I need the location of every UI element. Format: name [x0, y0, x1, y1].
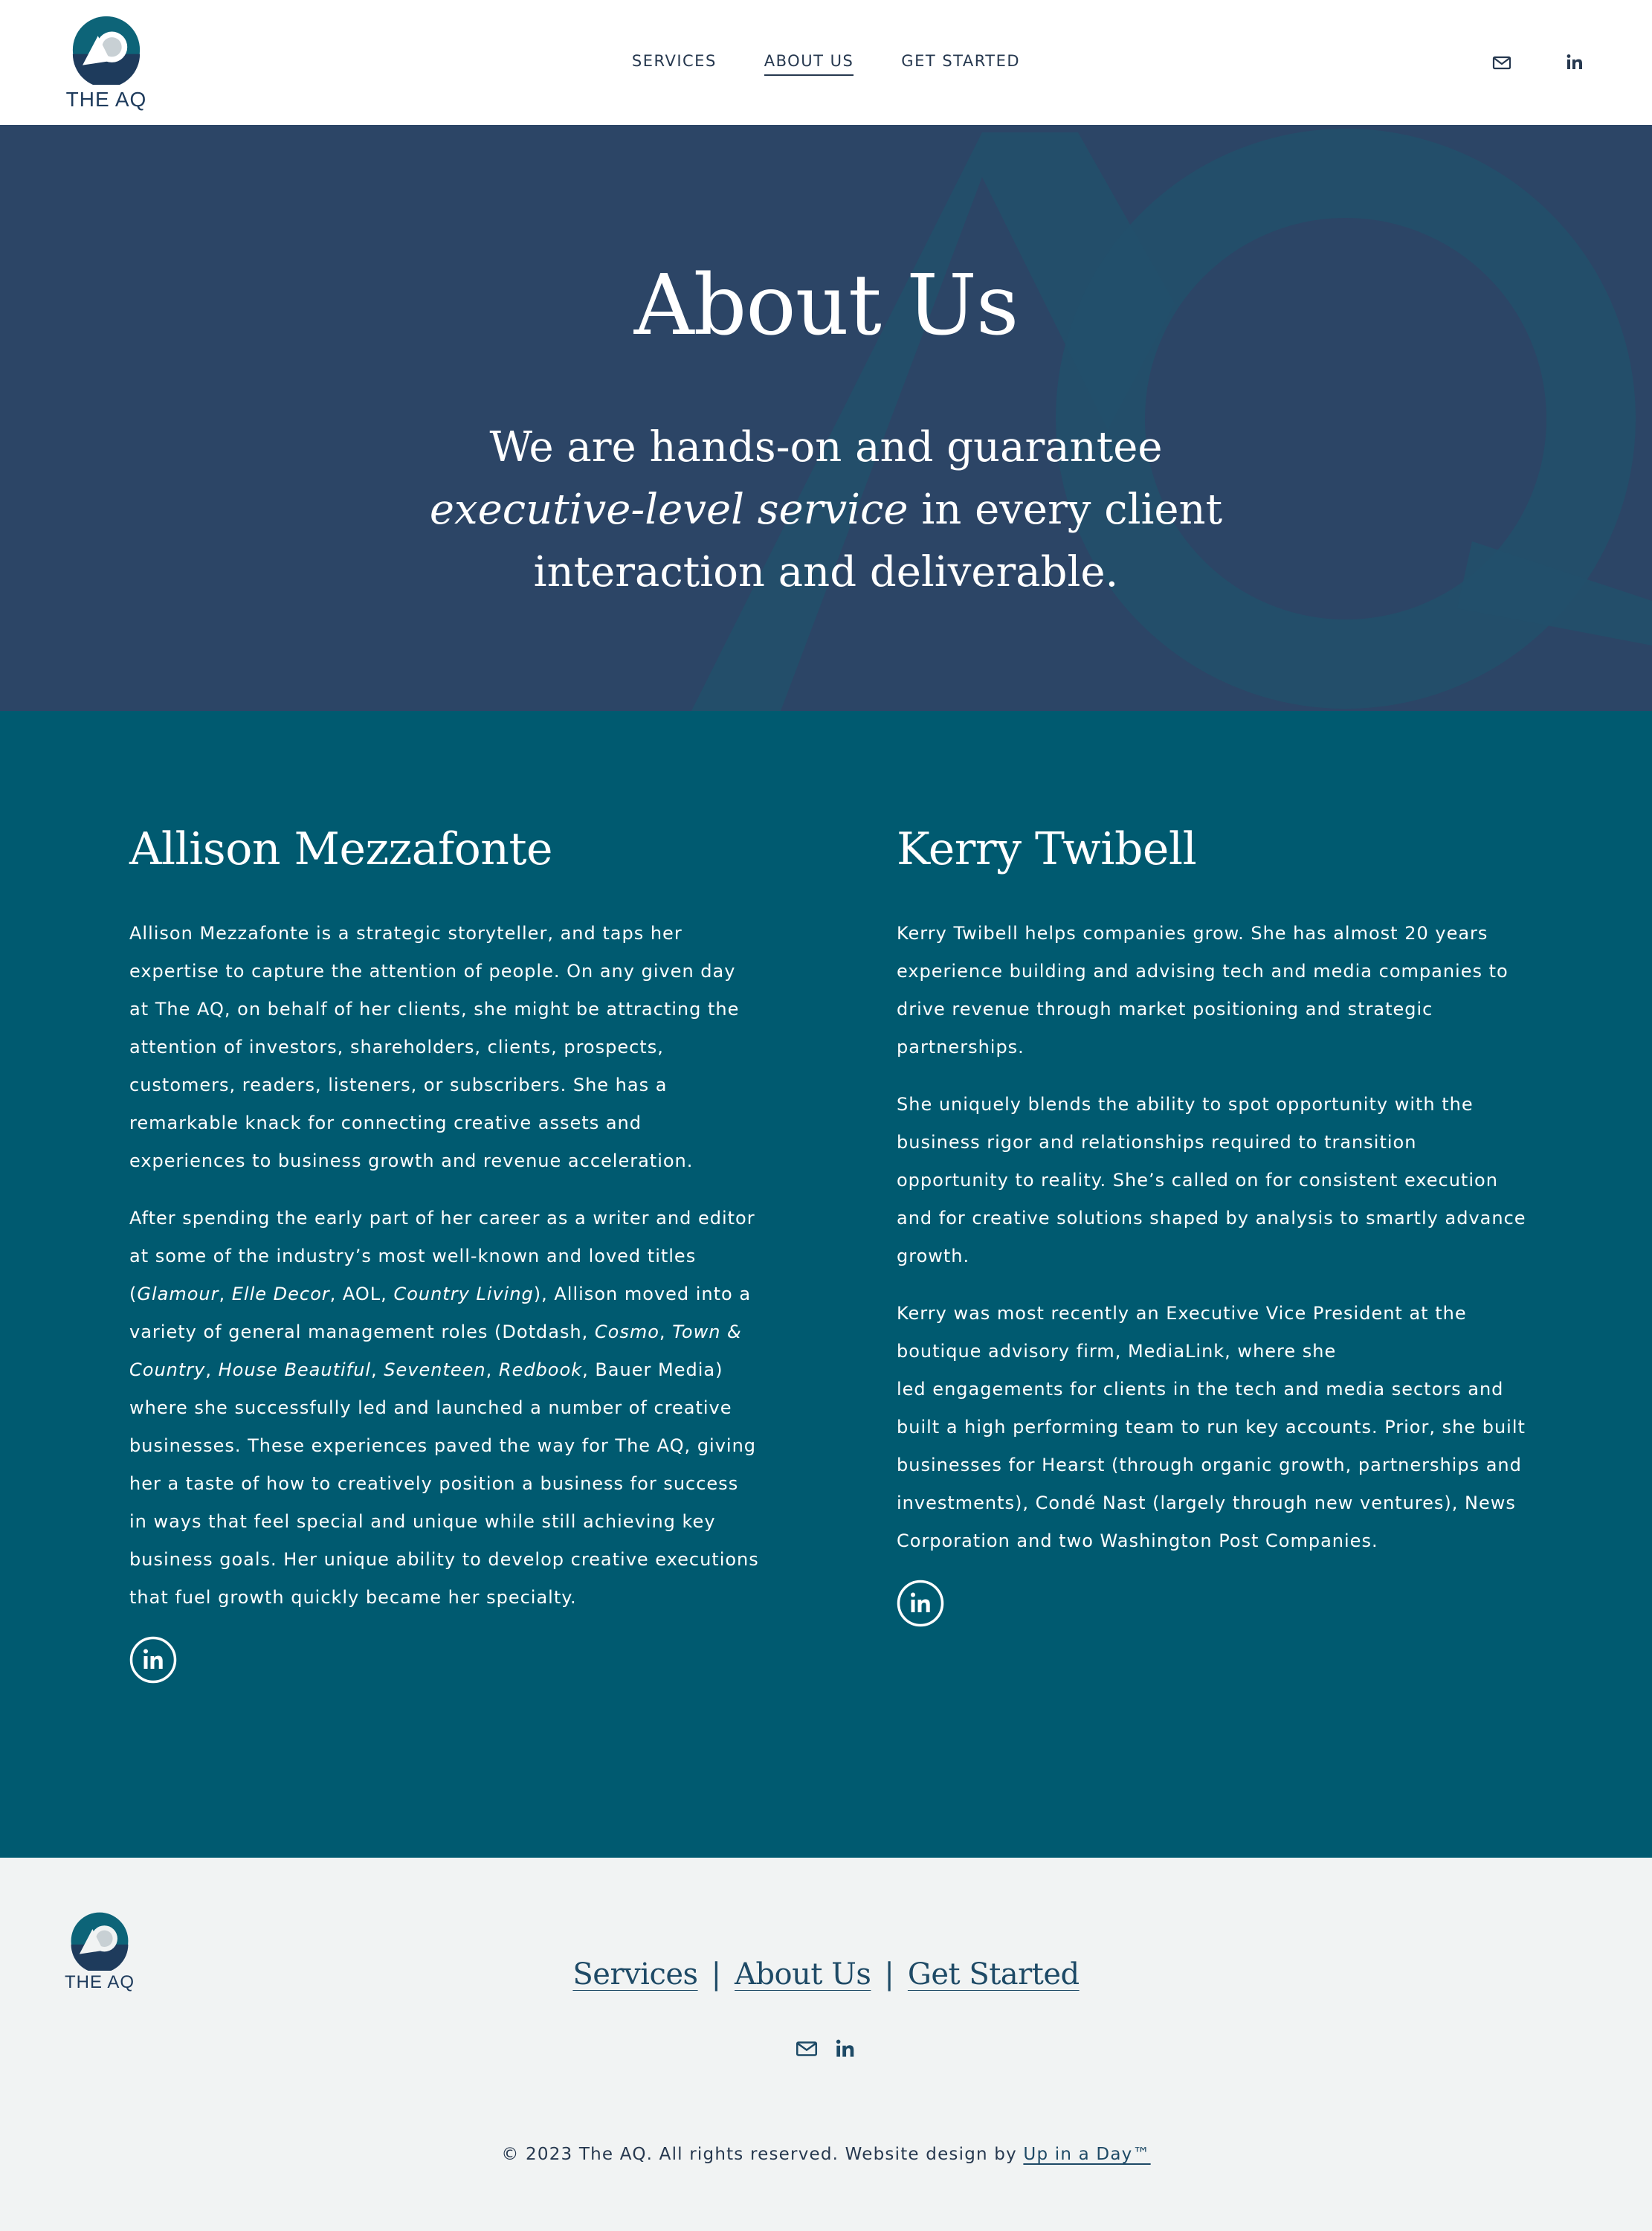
footer-nav [0, 1957, 1652, 1992]
bio-name: Kerry Twibell [897, 823, 1197, 875]
bio-paragraph: She uniquely blends the ability to spot opportunity with the business rigor and relationships required to transition opportunity to reality. She’s called on for consistent execution and for creative solutions shaped by analysis to smartly advance growth. [897, 1094, 1526, 1266]
bio-kerry [897, 822, 1529, 1627]
nav-services[interactable]: SERVICES [631, 52, 717, 70]
hero-tagline [417, 416, 1235, 604]
linkedin-icon[interactable] [833, 2036, 858, 2061]
page-title: About Us [633, 257, 1019, 354]
bio-paragraph: After spending the early part of her career as a writer and editor at some of the industry’s most well-known and loved titles (Glamour, Elle Decor, AOL, Country Living), Allison moved into a variety of general management roles (Dotdash, Cosmo, Town & Country, House Beautiful, Seventeen, Redbook, Bauer Media) where she successfully led and launched a number of creative businesses. These experiences paved the way for The AQ, giving her a taste of how to creatively position a business for success in ways that feel special and unique while still achieving key business goals. Her unique ability to develop creative executions that fuel growth quickly became her specialty. [129, 1208, 759, 1608]
bio-paragraph: Allison Mezzafonte is a strategic storyteller, and taps her expertise to capture the attention of people. On any given day at The AQ, on behalf of her clients, she might be attracting the attention of investors, shareholders, clients, prospects, customers, readers, listeners, or subscribers. She has a remarkable knack for connecting creative assets and experiences to business growth and revenue acceleration. [129, 923, 740, 1171]
footer-link-services[interactable]: Services [572, 1957, 698, 1992]
site-header [0, 0, 1652, 125]
credit-link[interactable]: Up in a Day™ [1023, 2145, 1151, 2164]
mail-icon[interactable] [1490, 51, 1514, 74]
footer-link-get-started[interactable]: Get Started [907, 1957, 1080, 1992]
tagline-part2: in every client interaction and deliverable. [533, 486, 1223, 596]
linkedin-icon[interactable] [1563, 51, 1587, 74]
tagline-emphasis: executive-level service [429, 486, 909, 534]
mail-icon[interactable] [794, 2036, 819, 2061]
linkedin-circle-icon[interactable] [897, 1580, 944, 1627]
team-section [0, 711, 1652, 1858]
footer-link-about-us[interactable]: About Us [735, 1957, 871, 1992]
footer-logo-text: THE AQ [64, 1972, 135, 1992]
nav-get-started[interactable]: GET STARTED [901, 52, 1021, 70]
tagline-part1: We are hands-on and guarantee [489, 423, 1163, 471]
bio-name: Allison Mezzafonte [129, 823, 553, 875]
footer-social-icons [0, 2036, 1652, 2061]
bio-paragraph: Kerry Twibell helps companies grow. She has almost 20 years experience building and advising tech and media companies to drive revenue through market positioning and strategic partnerships. [897, 923, 1509, 1057]
linkedin-circle-icon[interactable] [129, 1636, 177, 1684]
footer-separator: | [884, 1957, 894, 1992]
bio-paragraph: Kerry was most recently an Executive Vice President at the boutique advisory firm, MediaLink, where she led engagements for clients in the tech and media sectors and built a high performing team to run key accounts. Prior, she built businesses for Hearst (through organic growth, partnerships and investments), Condé Nast (largely through new ventures), News Corporation and two Washington Post Companies. [897, 1303, 1526, 1551]
copyright-text [0, 2145, 1652, 2164]
hero-section [0, 125, 1652, 711]
main-nav [0, 52, 1652, 76]
nav-about-us[interactable]: ABOUT US [764, 52, 854, 76]
copyright-notice: © 2023 The AQ. All rights reserved. Website design by [501, 2145, 1024, 2164]
logo-text: THE AQ [65, 88, 147, 111]
site-footer [0, 1858, 1652, 2231]
bio-allison [129, 822, 761, 1684]
footer-separator: | [711, 1957, 722, 1992]
